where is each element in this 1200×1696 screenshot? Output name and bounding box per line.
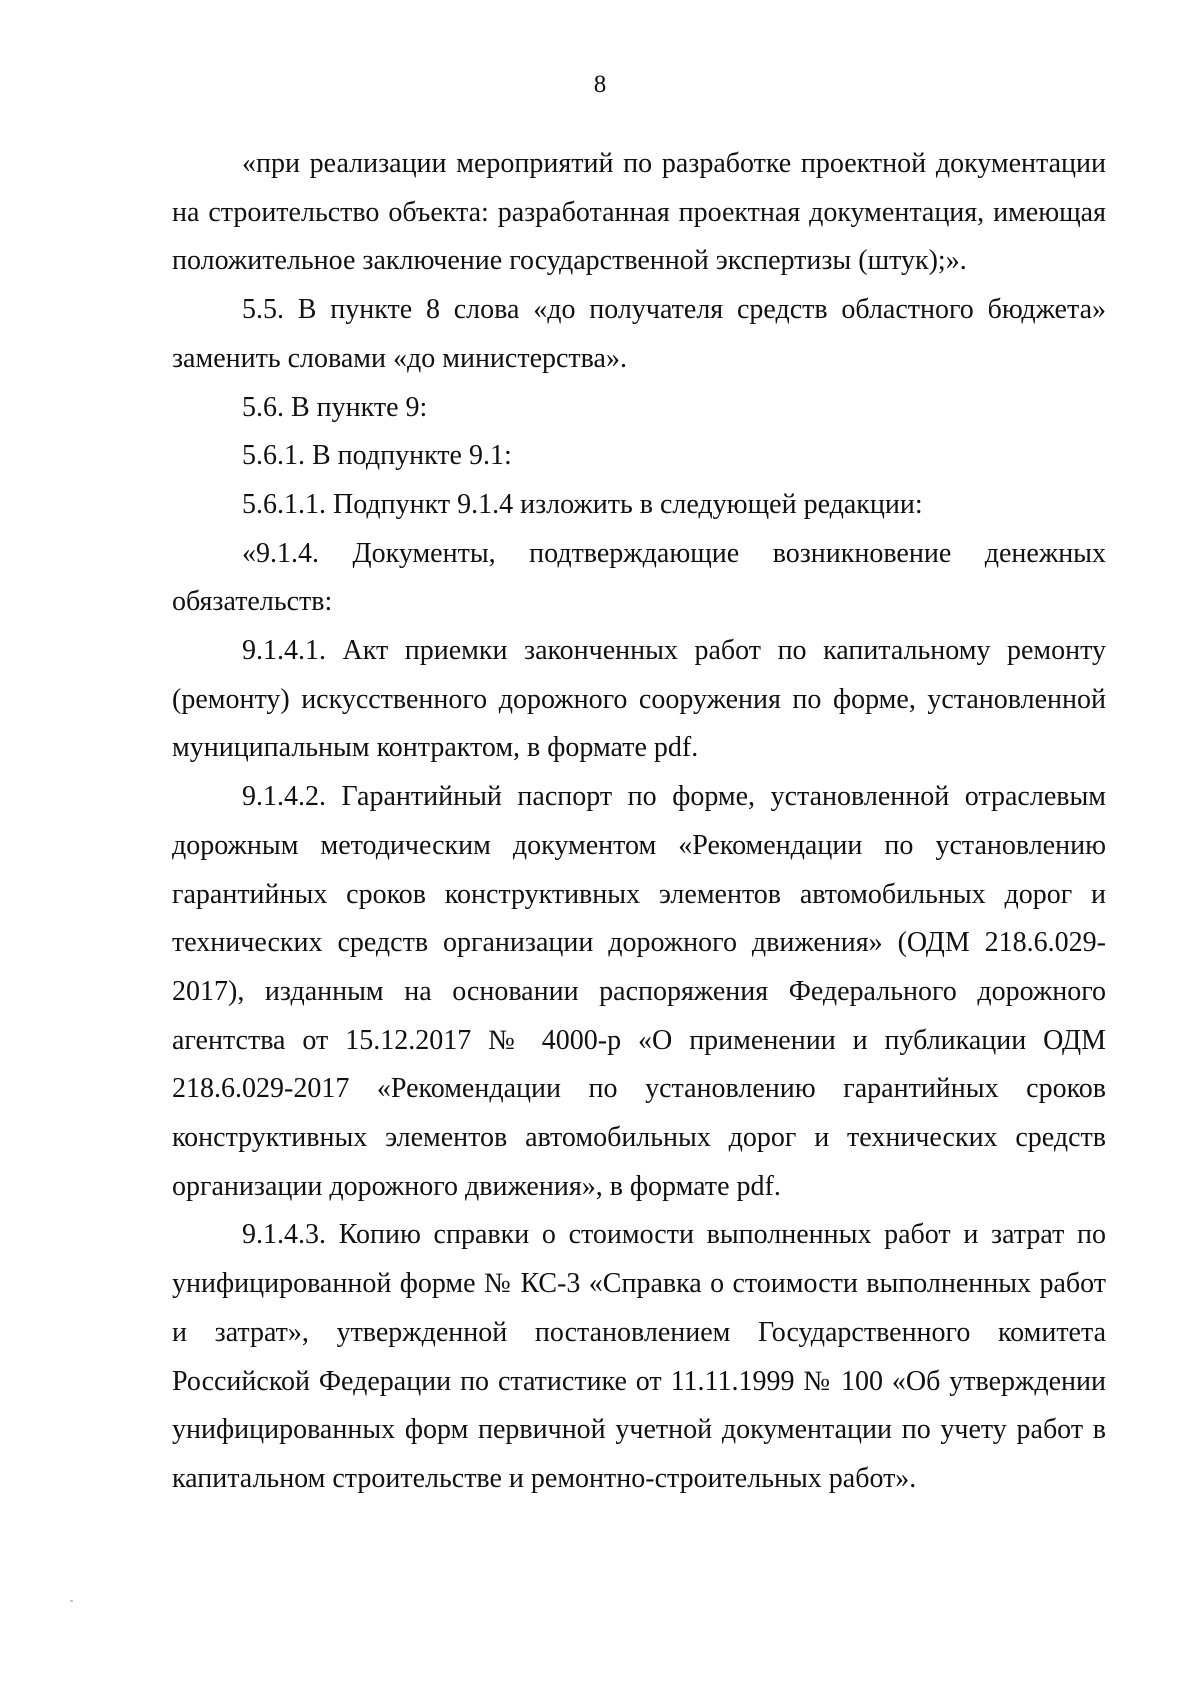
paragraph-9-1-4-2: 9.1.4.2. Гарантийный паспорт по форме, установленной отраслевым дорожным методическим документом «Рекомендации по установлению гарантийных сроков конструктивных элементов автомобильных дорог и технических средств организации дорожного движения» (ОДМ 218.6.029-2017), изданным на основании распоряжения Федерального дорожного агентства от 15.12.2017 № 4000-р «О применении и публикации ОДМ 218.6.029-2017 «Рекомендации по установлению гарантийных сроков конструктивных элементов автомобильных дорог и технических средств организации дорожного движения», в формате pdf. [172,781,1106,1202]
page-number: 8 [593,71,607,98]
scan-artifact [70,1600,73,1602]
paragraph-5-5: 5.5. В пункте 8 слова «до получателя средств областного бюджета» заменить словами «до министерства». [172,294,1106,374]
paragraph-quote-project-docs: «при реализации мероприятий по разработке проектной документации на строительство объекта: разработанная проектная документация, имеющая положительное заключение государственной экспертизы (штук);». [172,148,1106,277]
paragraph-9-1-4: «9.1.4. Документы, подтверждающие возникновение денежных обязательств: [172,537,1106,618]
document-body [172,140,1106,1504]
paragraph-5-6-1: 5.6.1. В подпункте 9.1: [242,440,512,472]
paragraph-5-6-1-1: 5.6.1.1. Подпункт 9.1.4 изложить в следующей редакции: [242,488,923,520]
paragraph-9-1-4-3: 9.1.4.3. Копию справки о стоимости выполненных работ и затрат по унифицированной форме № КС-3 «Справка о стоимости выполненных работ и затрат», утвержденной постановлением Государственного комитета Российской Федерации по статистике от 11.11.1999 № 100 «Об утверждении унифицированных форм первичной учетной документации по учету работ в капитальном строительстве и ремонтно-строительных работ». [172,1219,1106,1494]
paragraph-9-1-4-1: 9.1.4.1. Акт приемки законченных работ по капитальному ремонту (ремонту) искусственного дорожного сооружения по форме, установленной муниципальным контрактом, в формате pdf. [172,635,1106,764]
paragraph-5-6: 5.6. В пункте 9: [242,391,428,423]
